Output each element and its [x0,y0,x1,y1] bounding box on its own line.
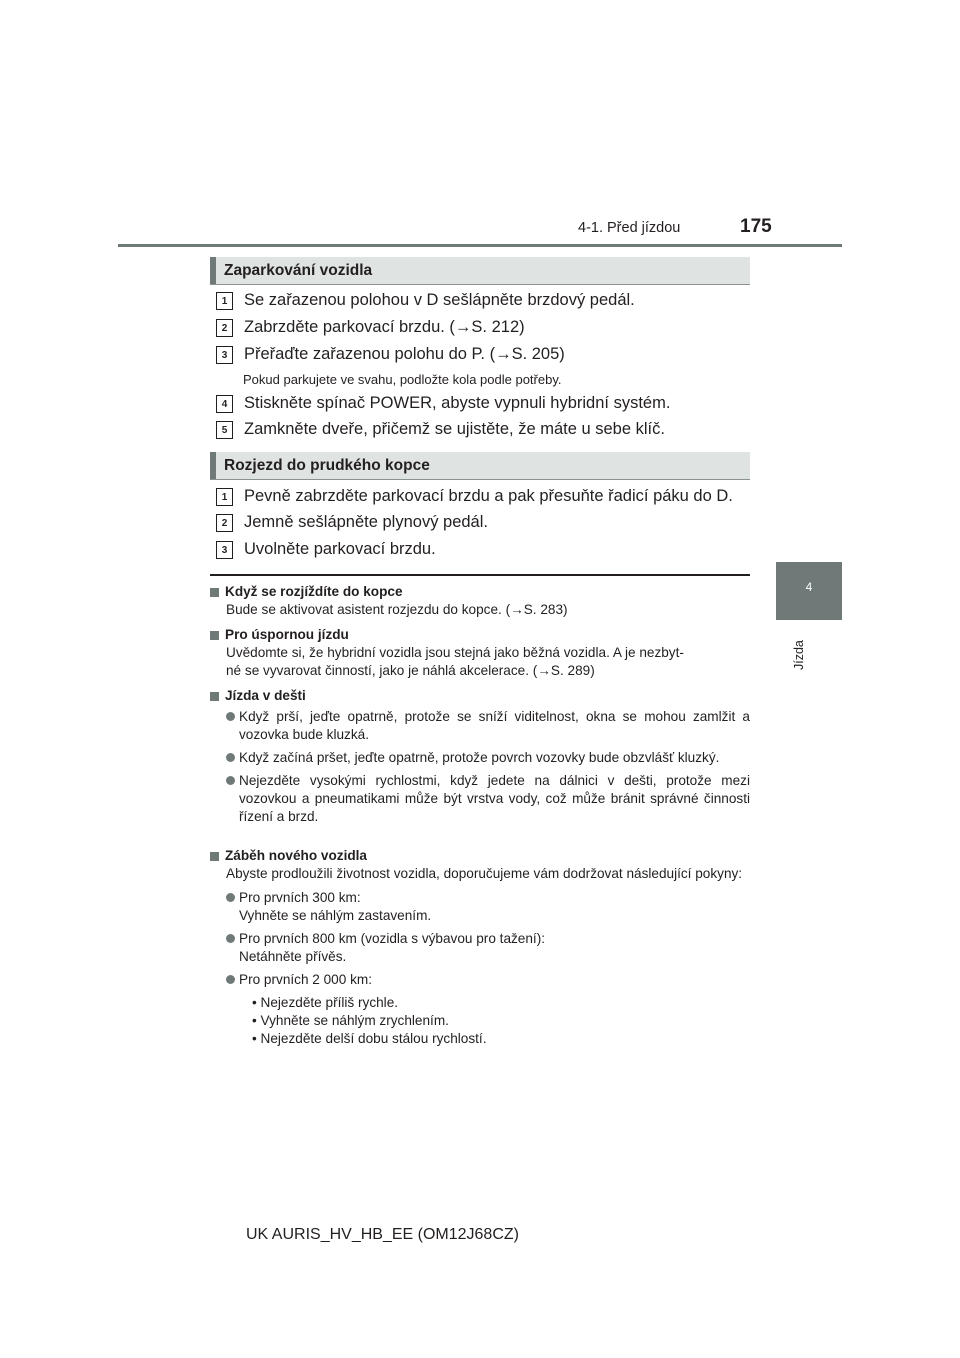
step-number: 1 [216,292,233,310]
step-item [216,318,756,337]
section-bar [210,452,216,479]
bullet-text: Pro prvních 800 km (vozidla s výbavou pro tažení): [239,931,545,946]
info-title: Když se rozjíždíte do kopce [225,584,403,599]
parking-note: Pokud parkujete ve svahu, podložte kola podle potřeby. [243,372,562,387]
round-bullet-icon [226,776,235,785]
round-bullet-icon [226,975,235,984]
step-item [216,420,756,439]
header-rule [118,244,842,247]
step-number: 4 [216,395,233,413]
info-separator [210,574,750,576]
step-item [216,291,756,310]
step-item [216,487,756,506]
info-title: Jízda v dešti [225,688,306,703]
section-header-parking [210,257,750,285]
info-text: né se vyvarovat činností, jako je náhlá akcelerace. (→S. 289) [226,663,595,678]
bullet-text: Nejezděte vysokými rychlostmi, když jedete na dálnici v dešti, protože mezi vozovkou a pneumatikami může být vrstva vody, což může bránit správné činnosti řízení a brzd. [239,773,750,824]
round-bullet-icon [226,893,235,902]
chapter-number: 4 [805,580,813,594]
square-bullet-icon [210,692,219,701]
info-rain [210,687,750,826]
step-number: 1 [216,488,233,506]
bullet-text: Pro prvních 300 km: [239,890,361,905]
step-item [216,513,756,532]
step-text: Zamkněte dveře, přičemž se ujistěte, že máte u sebe klíč. [244,420,665,438]
sub-item: • Vyhněte se náhlým zrychlením. [252,1013,449,1028]
step-text: Uvolněte parkovací brzdu. [244,540,436,558]
bullet-text: Vyhněte se náhlým zastavením. [239,908,432,923]
step-text: Zabrzděte parkovací brzdu. (→S. 212) [244,318,525,336]
step-text: Jemně sešlápněte plynový pedál. [244,513,488,531]
sub-item: • Nejezděte delší dobu stálou rychlostí. [252,1031,487,1046]
step-item [216,345,756,364]
step-number: 2 [216,319,233,337]
step-text: Se zařazenou polohou v D sešlápněte brzdový pedál. [244,291,635,309]
step-number: 2 [216,514,233,532]
section-title: 4-1. Před jízdou [578,220,681,236]
step-text: Pevně zabrzděte parkovací brzdu a pak přesuňte řadicí páku do D. [244,487,733,505]
step-item [216,394,756,413]
section-bar [210,257,216,284]
footer-code: UK AURIS_HV_HB_EE (OM12J68CZ) [246,1226,519,1243]
step-number: 3 [216,541,233,559]
bullet-text: Když prší, jeďte opatrně, protože se sníží viditelnost, okna se mohou zamlžit a vozovka bude kluzká. [239,709,750,742]
bullet-text: Pro prvních 2 000 km: [239,972,372,987]
page-number: 175 [740,216,772,237]
round-bullet-icon [226,753,235,762]
sub-item: • Nejezděte příliš rychle. [252,995,399,1010]
info-text: Uvědomte si, že hybridní vozidla jsou stejná jako běžná vozidla. A je nezbyt- [226,645,684,660]
step-text: Stiskněte spínač POWER, abyste vypnuli hybridní systém. [244,394,671,412]
step-item [216,540,756,559]
chapter-label: Jízda [792,640,806,670]
section-title-hill-start: Rozjezd do prudkého kopce [224,457,430,474]
bullet-text: Když začíná pršet, jeďte opatrně, protože povrch vozovky bude obzvlášť kluzký. [239,750,720,765]
square-bullet-icon [210,588,219,597]
info-text: Bude se aktivovat asistent rozjezdu do kopce. (→S. 283) [226,602,568,617]
info-title: Pro úspornou jízdu [225,627,349,642]
bullet-text: Netáhněte přívěs. [239,949,347,964]
info-title: Záběh nového vozidla [225,848,367,863]
step-number: 5 [216,421,233,439]
info-eco-driving [210,626,750,680]
info-text: Abyste prodloužili životnost vozidla, doporučujeme vám dodržovat následující pokyny: [226,866,743,881]
info-break-in [210,847,750,1048]
square-bullet-icon [210,852,219,861]
step-number: 3 [216,346,233,364]
step-text: Přeřaďte zařazenou polohu do P. (→S. 205) [244,345,565,363]
square-bullet-icon [210,631,219,640]
info-hill-start [210,583,750,619]
section-header-hill-start [210,452,750,480]
section-title-parking: Zaparkování vozidla [224,262,373,279]
round-bullet-icon [226,934,235,943]
round-bullet-icon [226,712,235,721]
